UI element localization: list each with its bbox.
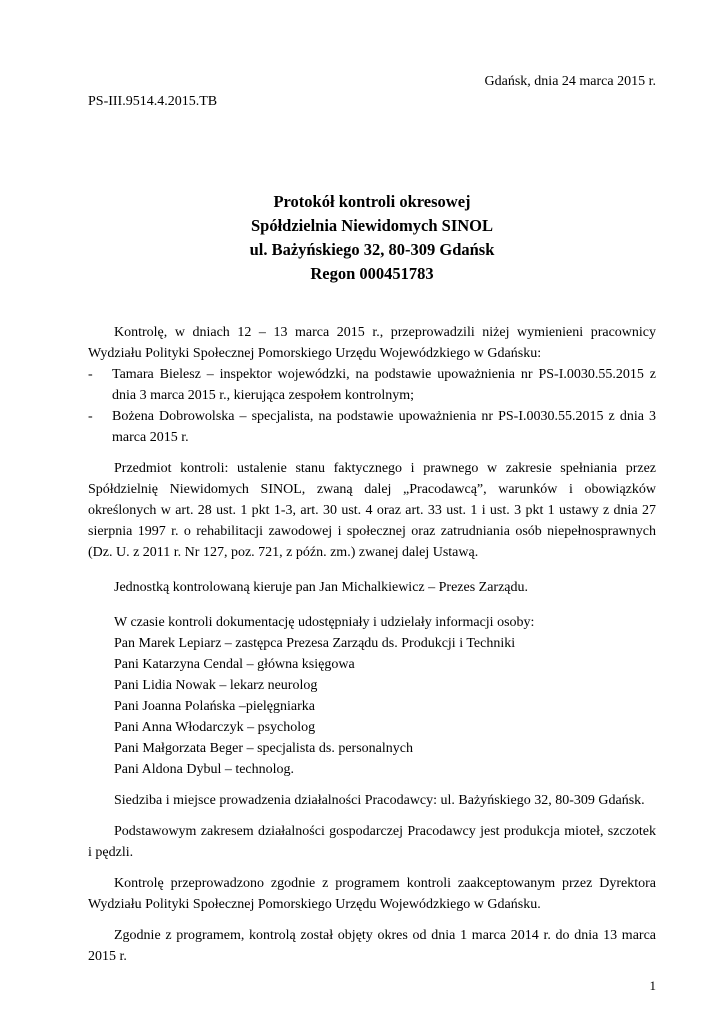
list-item: Pani Aldona Dybul – technolog.	[114, 762, 295, 777]
list-item: Pani Małgorzata Beger – specjalista ds. personalnych	[114, 741, 413, 756]
inspector-item	[88, 406, 656, 448]
list-item: Pani Anna Włodarczyk – psycholog	[114, 720, 316, 735]
title-line-2: Spółdzielnia Niewidomych SINOL	[250, 216, 494, 235]
intro-paragraph: Kontrolę, w dniach 12 – 13 marca 2015 r., przeprowadzili niżej wymienieni pracownicy Wydziału Polityki Społecznej Pomorskiego Urzędu Wojewódzkiego w Gdańsku:	[88, 325, 656, 361]
inspector-text: Tamara Bielesz – inspektor wojewódzki, na podstawie upoważnienia nr PS-I.0030.55.2015 z dnia 3 marca 2015 r., kierująca zespołem kontrolnym;	[112, 367, 656, 403]
title-line-4: Regon 000451783	[310, 264, 434, 283]
document-date: Gdańsk, dnia 24 marca 2015 r.	[484, 74, 656, 89]
document-body	[88, 322, 656, 967]
list-item: Pani Katarzyna Cendal – główna księgowa	[114, 657, 355, 672]
list-item: Pan Marek Lepiarz – zastępca Prezesa Zarządu ds. Produkcji i Techniki	[114, 636, 516, 651]
title-line-3: ul. Bażyńskiego 32, 80-309 Gdańsk	[249, 240, 495, 259]
document-reference-number: PS-III.9514.4.2015.TB	[88, 94, 218, 109]
inspector-text: Bożena Dobrowolska – specjalista, na podstawie upoważnienia nr PS-I.0030.55.2015 z dnia 3 marca 2015 r.	[112, 409, 656, 445]
list-dash: -	[88, 409, 93, 424]
persons-intro: W czasie kontroli dokumentację udostępniały i udzielały informacji osoby:	[114, 615, 535, 630]
document-title	[88, 190, 656, 286]
list-item: Pani Lidia Nowak – lekarz neurolog	[114, 678, 318, 693]
subject-paragraph: Przedmiot kontroli: ustalenie stanu faktycznego i prawnego w zakresie spełniania przez Spółdzielnię Niewidomych SINOL, zwaną dalej „Pracodawcą”, warunków i obowiązków określonych w art. 28 ust. 1 pkt 1-3, art. 30 ust. 4 oraz art. 33 ust. 1 i ust. 3 pkt 1 ustawy z dnia 27 sierpnia 1997 r. o rehabilitacji zawodowej i społecznej oraz zatrudniania osób niepełnosprawnych (Dz. U. z 2011 r. Nr 127, poz. 721, z późn. zm.) zwanej dalej Ustawą.	[88, 461, 656, 560]
seat-paragraph: Siedziba i miejsce prowadzenia działalności Pracodawcy: ul. Bażyńskiego 32, 80-309 Gdańsk.	[114, 793, 645, 808]
activity-paragraph: Podstawowym zakresem działalności gospodarczej Pracodawcy jest produkcja mioteł, szczotek i pędzli.	[88, 824, 656, 860]
period-paragraph: Zgodnie z programem, kontrolą został objęty okres od dnia 1 marca 2014 r. do dnia 13 marca 2015 r.	[88, 928, 656, 964]
head-of-unit-paragraph: Jednostką kontrolowaną kieruje pan Jan Michalkiewicz – Prezes Zarządu.	[114, 580, 529, 595]
title-line-1: Protokół kontroli okresowej	[273, 192, 471, 211]
program-paragraph: Kontrolę przeprowadzono zgodnie z programem kontroli zaakceptowanym przez Dyrektora Wydziału Polityki Społecznej Pomorskiego Urzędu Wojewódzkiego w Gdańsku.	[88, 876, 656, 912]
inspector-item	[88, 364, 656, 406]
list-dash: -	[88, 367, 93, 382]
list-item: Pani Joanna Polańska –pielęgniarka	[114, 699, 316, 714]
page-number: 1	[649, 978, 656, 993]
